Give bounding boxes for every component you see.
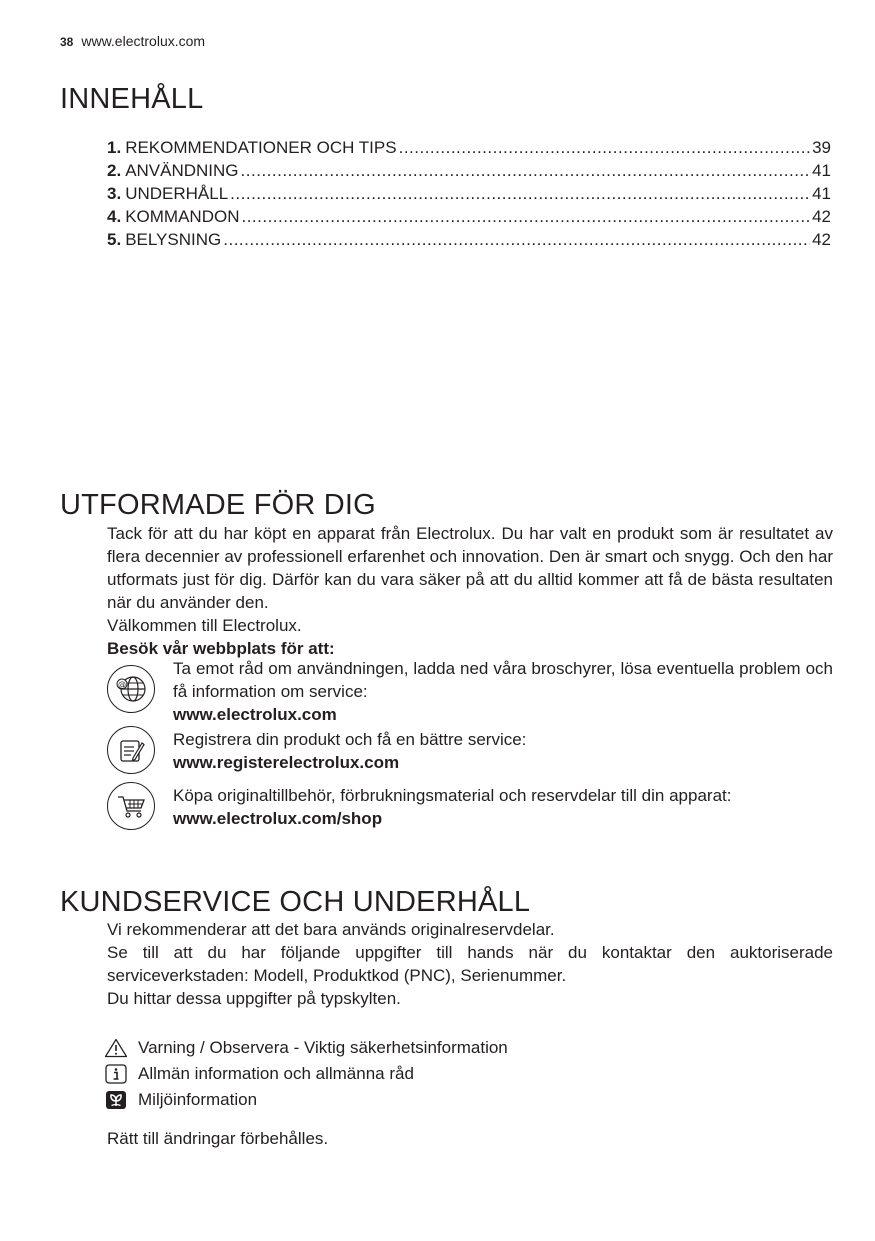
toc-item-page: 41 — [812, 184, 831, 203]
legend-warning — [104, 1037, 508, 1059]
shop-link[interactable]: www.electrolux.com/shop — [173, 809, 383, 828]
register-text: Registrera din produkt och få en bättre service: — [173, 730, 527, 749]
electrolux-link[interactable]: www.electrolux.com — [173, 705, 337, 724]
toc-title: INNEHÅLL — [60, 83, 204, 115]
svg-text:@: @ — [118, 680, 126, 689]
legend-info — [104, 1063, 414, 1085]
shopping-cart-icon — [107, 782, 155, 830]
globe-icon — [107, 665, 155, 713]
header-website[interactable]: www.electrolux.com — [81, 33, 206, 49]
toc-item-number: 5. — [107, 230, 122, 249]
info-icon — [104, 1064, 128, 1084]
legend-environment-text: Miljöinformation — [138, 1090, 258, 1109]
visit-heading: Besök vår webbplats för att: — [107, 639, 335, 658]
welcome-text: Välkommen till Electrolux. — [107, 616, 302, 635]
legend-info-text: Allmän information och allmänna råd — [138, 1064, 414, 1083]
register-link[interactable]: www.registerelectrolux.com — [173, 753, 400, 772]
design-section-title: UTFORMADE FÖR DIG — [60, 489, 376, 521]
legend-environment — [104, 1089, 257, 1111]
environment-icon — [104, 1090, 128, 1110]
toc-item[interactable] — [107, 205, 831, 228]
toc-dot-leader — [241, 205, 810, 228]
toc-item-number: 2. — [107, 161, 122, 180]
legend-warning-text: Varning / Observera - Viktig säkerhetsinformation — [138, 1038, 508, 1057]
footer-note: Rätt till ändringar förbehålles. — [107, 1129, 329, 1148]
toc-dot-leader — [241, 159, 811, 182]
toc-item-page: 42 — [812, 230, 831, 249]
design-intro: Tack för att du har köpt en apparat från Electrolux. Du har valt en produkt som är resultatet av flera decennier av professionell erfarenhet och innovation. Den är smart och snygg. Och den har utformats just för dig. Därför kan du vara säker på att du alltid kommer att få de bästa resultaten när du använder den. — [107, 524, 833, 612]
page-number: 38 — [60, 35, 74, 49]
service-line-2: Se till att du har följande uppgifter till hands när du kontaktar den auktoriserade serviceverkstaden: Modell, Produktkod (PNC), Serienummer. — [107, 943, 833, 985]
toc-item-number: 1. — [107, 138, 122, 157]
toc-item-label: UNDERHÅLL — [125, 184, 229, 203]
toc-item-label: ANVÄNDNING — [125, 161, 239, 180]
page-header — [60, 33, 205, 49]
toc-item-label: BELYSNING — [125, 230, 222, 249]
table-of-contents — [107, 136, 831, 251]
register-icon — [107, 726, 155, 774]
toc-item-page: 41 — [812, 161, 831, 180]
warning-icon — [104, 1038, 128, 1058]
toc-item-label: REKOMMENDATIONER OCH TIPS — [125, 138, 397, 157]
shop-text: Köpa originaltillbehör, förbrukningsmaterial och reservdelar till din apparat: — [173, 786, 732, 805]
toc-dot-leader — [230, 182, 810, 205]
toc-item-label: KOMMANDON — [125, 207, 240, 226]
toc-dot-leader — [399, 136, 810, 159]
toc-item[interactable] — [107, 159, 831, 182]
toc-item-page: 39 — [812, 138, 831, 157]
toc-item-page: 42 — [812, 207, 831, 226]
service-line-3: Du hittar dessa uppgifter på typskylten. — [107, 989, 401, 1008]
toc-item[interactable] — [107, 228, 831, 251]
service-line-1: Vi rekommenderar att det bara används originalreservdelar. — [107, 920, 555, 939]
toc-item-number: 4. — [107, 207, 122, 226]
advice-text: Ta emot råd om användningen, ladda ned våra broschyrer, lösa eventuella problem och få information om service: — [173, 659, 833, 701]
toc-dot-leader — [223, 228, 810, 251]
service-section-title: KUNDSERVICE OCH UNDERHÅLL — [60, 886, 531, 918]
toc-item[interactable] — [107, 136, 831, 159]
toc-item[interactable] — [107, 182, 831, 205]
toc-item-number: 3. — [107, 184, 122, 203]
